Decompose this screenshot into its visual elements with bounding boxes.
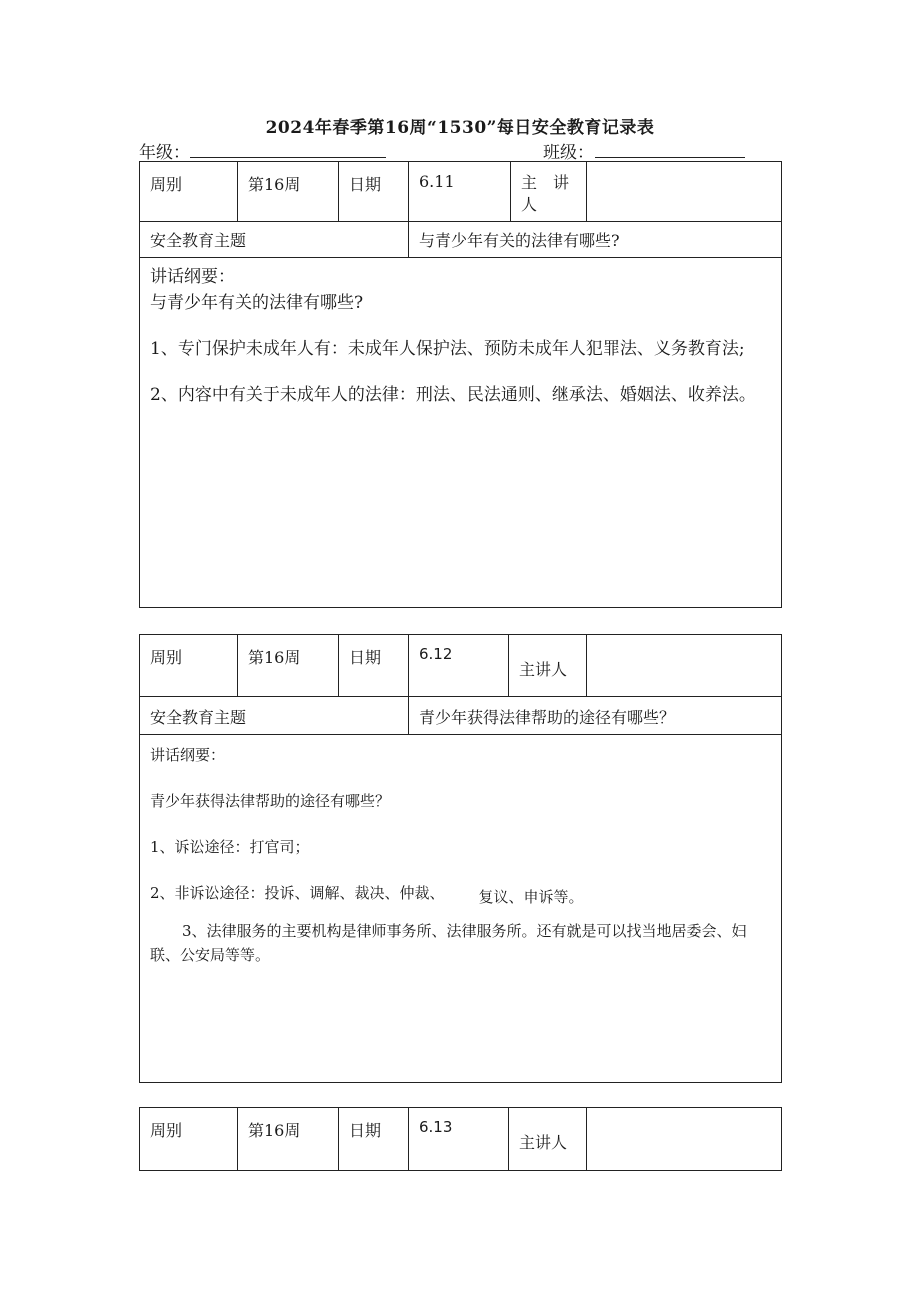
outline-line: 2、非诉讼途径：投诉、调解、裁决、仲裁、 [150, 884, 445, 902]
date-label: 日期 [339, 1108, 409, 1171]
record-table-3 [139, 1107, 782, 1171]
record-table-1 [139, 161, 782, 608]
theme-value: 青少年获得法律帮助的途径有哪些？ [409, 697, 782, 735]
date-value: 6.12 [409, 635, 509, 697]
outline-line-group [150, 881, 771, 905]
date-label: 日期 [339, 635, 409, 697]
week-value: 第16周 [238, 162, 339, 222]
speaker-label: 主讲人 [509, 635, 587, 697]
speaker-label-head: 主 讲 [521, 173, 570, 192]
outline-line: 1、诉讼途径：打官司； [150, 838, 310, 856]
outline-label: 讲话纲要： [150, 267, 235, 287]
outline-line: 1、专门保护未成年人有：未成年人保护法、预防未成年人犯罪法、义务教育法; [150, 339, 745, 359]
page-title: 2024年春季第16周“1530”每日安全教育记录表 [265, 118, 655, 138]
theme-label: 安全教育主题 [140, 222, 409, 258]
record-table-2 [139, 634, 782, 1083]
speaker-label-tail: 人 [521, 195, 538, 214]
date-label: 日期 [339, 162, 409, 222]
outline-line: 青少年获得法律帮助的途径有哪些？ [150, 792, 391, 810]
week-value: 第16周 [238, 635, 339, 697]
speaker-value[interactable] [587, 1108, 782, 1171]
date-value: 6.13 [409, 1108, 509, 1171]
outline-line: 2、内容中有关于未成年人的法律：刑法、民法通则、继承法、婚姻法、收养法。 [150, 385, 756, 405]
date-value: 6.11 [409, 162, 511, 222]
class-label: 班级： [543, 143, 594, 163]
outline-line: 3、法律服务的主要机构是律师事务所、法律服务所。还有就是可以找当地居委会、妇联、公安局等等。 [150, 922, 747, 964]
outline-line: 与青少年有关的法律有哪些? [150, 293, 364, 313]
outline-line: 复议、申诉等。 [478, 888, 584, 906]
theme-value: 与青少年有关的法律有哪些? [409, 222, 782, 258]
outline-cell [140, 735, 782, 1083]
week-value: 第16周 [238, 1108, 339, 1171]
outline-label: 讲话纲要： [150, 746, 226, 764]
week-label: 周别 [140, 1108, 238, 1171]
outline-cell [140, 258, 782, 608]
speaker-label: 主讲人 [509, 1108, 587, 1171]
grade-label: 年级： [139, 143, 190, 163]
week-label: 周别 [140, 162, 238, 222]
grade-field-line[interactable] [190, 157, 386, 158]
class-field-line[interactable] [595, 157, 745, 158]
speaker-value[interactable] [587, 162, 782, 222]
week-label: 周别 [140, 635, 238, 697]
theme-label: 安全教育主题 [140, 697, 409, 735]
speaker-value[interactable] [587, 635, 782, 697]
speaker-label [511, 162, 587, 222]
